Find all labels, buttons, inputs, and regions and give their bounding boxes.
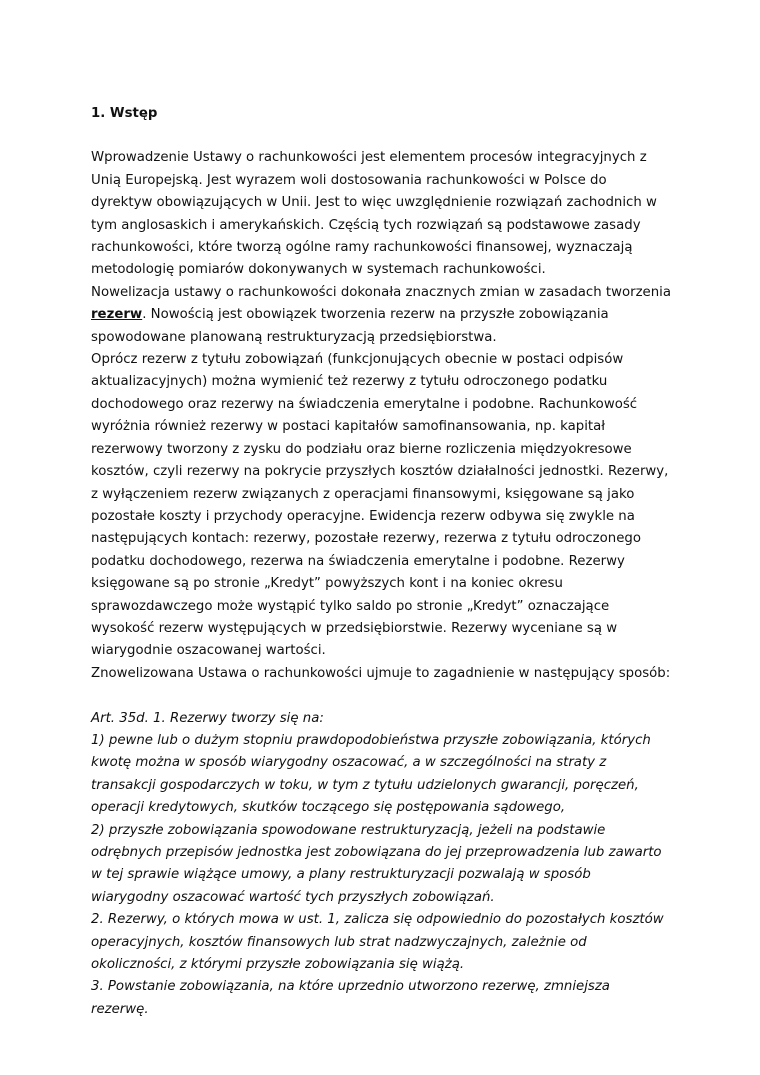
rezerw-link[interactable]: rezerw [91, 307, 143, 323]
article-title: Art. 35d. 1. Rezerwy tworzy się na: [91, 710, 324, 726]
article-section-3: 3. Powstanie zobowiązania, na które uprzednio utworzono rezerwę, zmniejsza rezerwę. [91, 979, 610, 1017]
paragraph-intro: Wprowadzenie Ustawy o rachunkowości jest elementem procesów integracyjnych z Unią Europejską. Jest wyrazem woli dostosowania rachunkowości w Polsce do dyrektyw obowiązujących w Unii. Jest to więc uwzględnienie rozwiązań zachodnich w tym anglosaskich i amerykańskich. Częścią tych rozwiązań są podstawowe zasady rachunkowości, które tworzą ogólne ramy rachunkowości finansowej, wyznaczają metodologię pomiarów dokonywanych w systemach rachunkowości. [91, 150, 657, 278]
paragraph-amendment [91, 282, 671, 349]
section-heading: 1. Wstęp [91, 106, 158, 121]
paragraph-statute-intro: Znowelizowana Ustawa o rachunkowości ujmuje to zagadnienie w następujący sposób: [91, 665, 671, 681]
article-point-1: 1) pewne lub o dużym stopniu prawdopodobieństwa przyszłe zobowiązania, których kwotę można w sposób wiarygodny oszacować, a w szczególności na straty z transakcji gospodarczych w toku, w tym z tytułu udzielonych gwarancji, poręczeń, operacji kredytowych, skutków toczącego się postępowania sądowego, [91, 732, 651, 816]
article-point-2: 2) przyszłe zobowiązania spowodowane restrukturyzacją, jeżeli na podstawie odrębnych przepisów jednostka jest zobowiązana do jej przeprowadzenia lub zawarto w tej sprawie wiążące umowy, a plany restrukturyzacji pozwalają w sposób wiarygodny oszacować wartość tych przyszłych zobowiązań. [91, 822, 662, 905]
article-section-2: 2. Rezerwy, o których mowa w ust. 1, zalicza się odpowiednio do pozostałych kosztów operacyjnych, kosztów finansowych lub strat nadzwyczajnych, zależnie od okoliczności, z którymi przyszłe zobowiązania się wiążą. [91, 912, 664, 973]
paragraph-amendment-before: Nowelizacja ustawy o rachunkowości dokonała znacznych zmian w zasadach tworzenia [91, 284, 672, 300]
paragraph-amendment-after: . Nowością jest obowiązek tworzenia rezerw na przyszłe zobowiązania spowodowane planowaną restrukturyzacją przedsiębiorstwa. [91, 307, 609, 345]
document-body [91, 103, 671, 1021]
paragraph-reserves: Oprócz rezerw z tytułu zobowiązań (funkcjonujących obecnie w postaci odpisów aktualizacyjnych) można wymienić też rezerwy z tytułu odroczonego podatku dochodowego oraz rezerwy na świadczenia emerytalne i podobne. Rachunkowość wyróżnia również rezerwy w postaci kapitałów samofinansowania, np. kapitał rezerwowy tworzony z zysku do podziału oraz bierne rozliczenia międzyokresowe kosztów, czyli rezerwy na pokrycie przyszłych kosztów działalności jednostki. Rezerwy, z wyłączeniem rezerw związanych z operacjami finansowymi, księgowane są jako pozostałe koszty i przychody operacyjne. Ewidencja rezerw odbywa się zwykle na następujących kontach: rezerwy, pozostałe rezerwy, rezerwa z tytułu odroczonego podatku dochodowego, rezerwa na świadczenia emerytalne i podobne. Rezerwy księgowane są po stronie „Kredyt” powyższych kont i na koniec okresu sprawozdawczego może wystąpić tylko saldo po stronie „Kredyt” oznaczające wysokość rezerw występujących w przedsiębiorstwie. Rezerwy wyceniane są w wiarygodnie oszacowanej wartości. [91, 352, 669, 659]
spacer [91, 685, 671, 707]
